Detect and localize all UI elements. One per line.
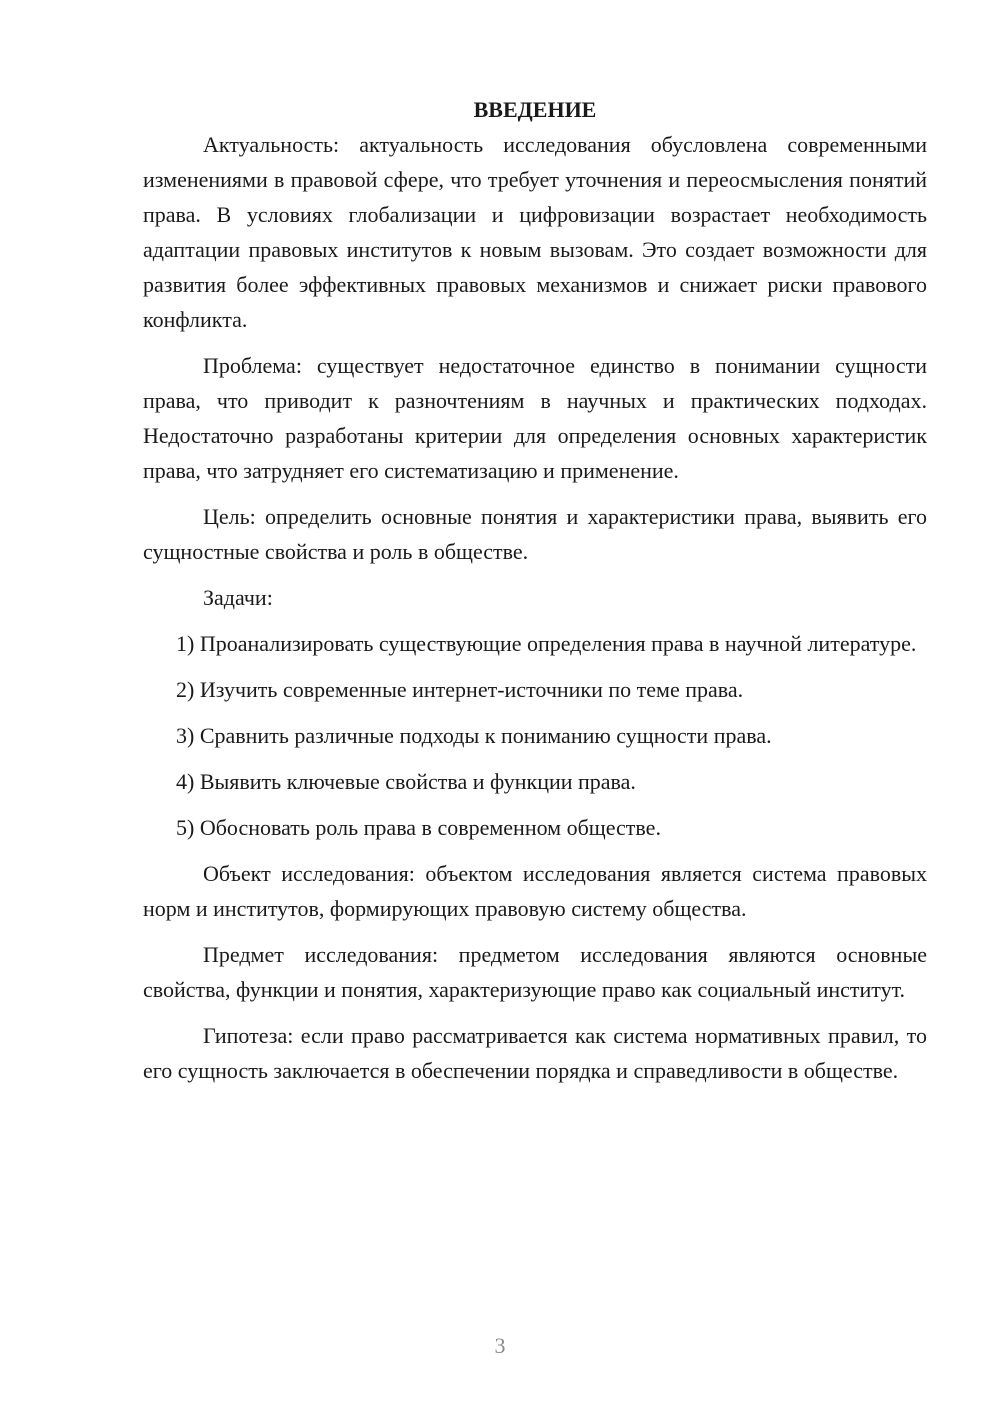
goal-paragraph: Цель: определить основные понятия и характеристики права, выявить его сущностные свойства и роль в обществе.: [143, 504, 927, 564]
page-number: 3: [494, 1333, 506, 1358]
task-item-4: 4) Выявить ключевые свойства и функции права.: [176, 769, 636, 794]
subject-paragraph: Предмет исследования: предметом исследования являются основные свойства, функции и понятия, характеризующие право как социальный институт.: [143, 942, 927, 1002]
hypothesis-paragraph: Гипотеза: если право рассматривается как система нормативных правил, то его сущность заключается в обеспечении порядка и справедливости в обществе.: [143, 1023, 927, 1083]
document-title: ВВЕДЕНИЕ: [473, 97, 597, 122]
task-item-1: 1) Проанализировать существующие определения права в научной литературе.: [176, 631, 917, 656]
task-item-3: 3) Сравнить различные подходы к пониманию сущности права.: [176, 723, 772, 748]
task-item-5: 5) Обосновать роль права в современном обществе.: [176, 815, 661, 840]
task-item-2: 2) Изучить современные интернет-источники по теме права.: [176, 677, 744, 702]
object-paragraph: Объект исследования: объектом исследования является система правовых норм и институтов, формирующих правовую систему общества.: [143, 861, 927, 921]
document-page: [143, 92, 927, 1088]
tasks-heading: Задачи:: [203, 585, 273, 610]
problem-paragraph: Проблема: существует недостаточное единство в понимании сущности права, что приводит к разночтениям в научных и практических подходах. Недостаточно разработаны критерии для определения основных характеристик права, что затрудняет его систематизацию и применение.: [143, 353, 927, 483]
relevance-paragraph: Актуальность: актуальность исследования обусловлена современными изменениями в правовой сфере, что требует уточнения и переосмысления понятий права. В условиях глобализации и цифровизации возрастает необходимость адаптации правовых институтов к новым вызовам. Это создает возможности для развития более эффективных правовых механизмов и снижает риски правового конфликта.: [143, 132, 927, 332]
